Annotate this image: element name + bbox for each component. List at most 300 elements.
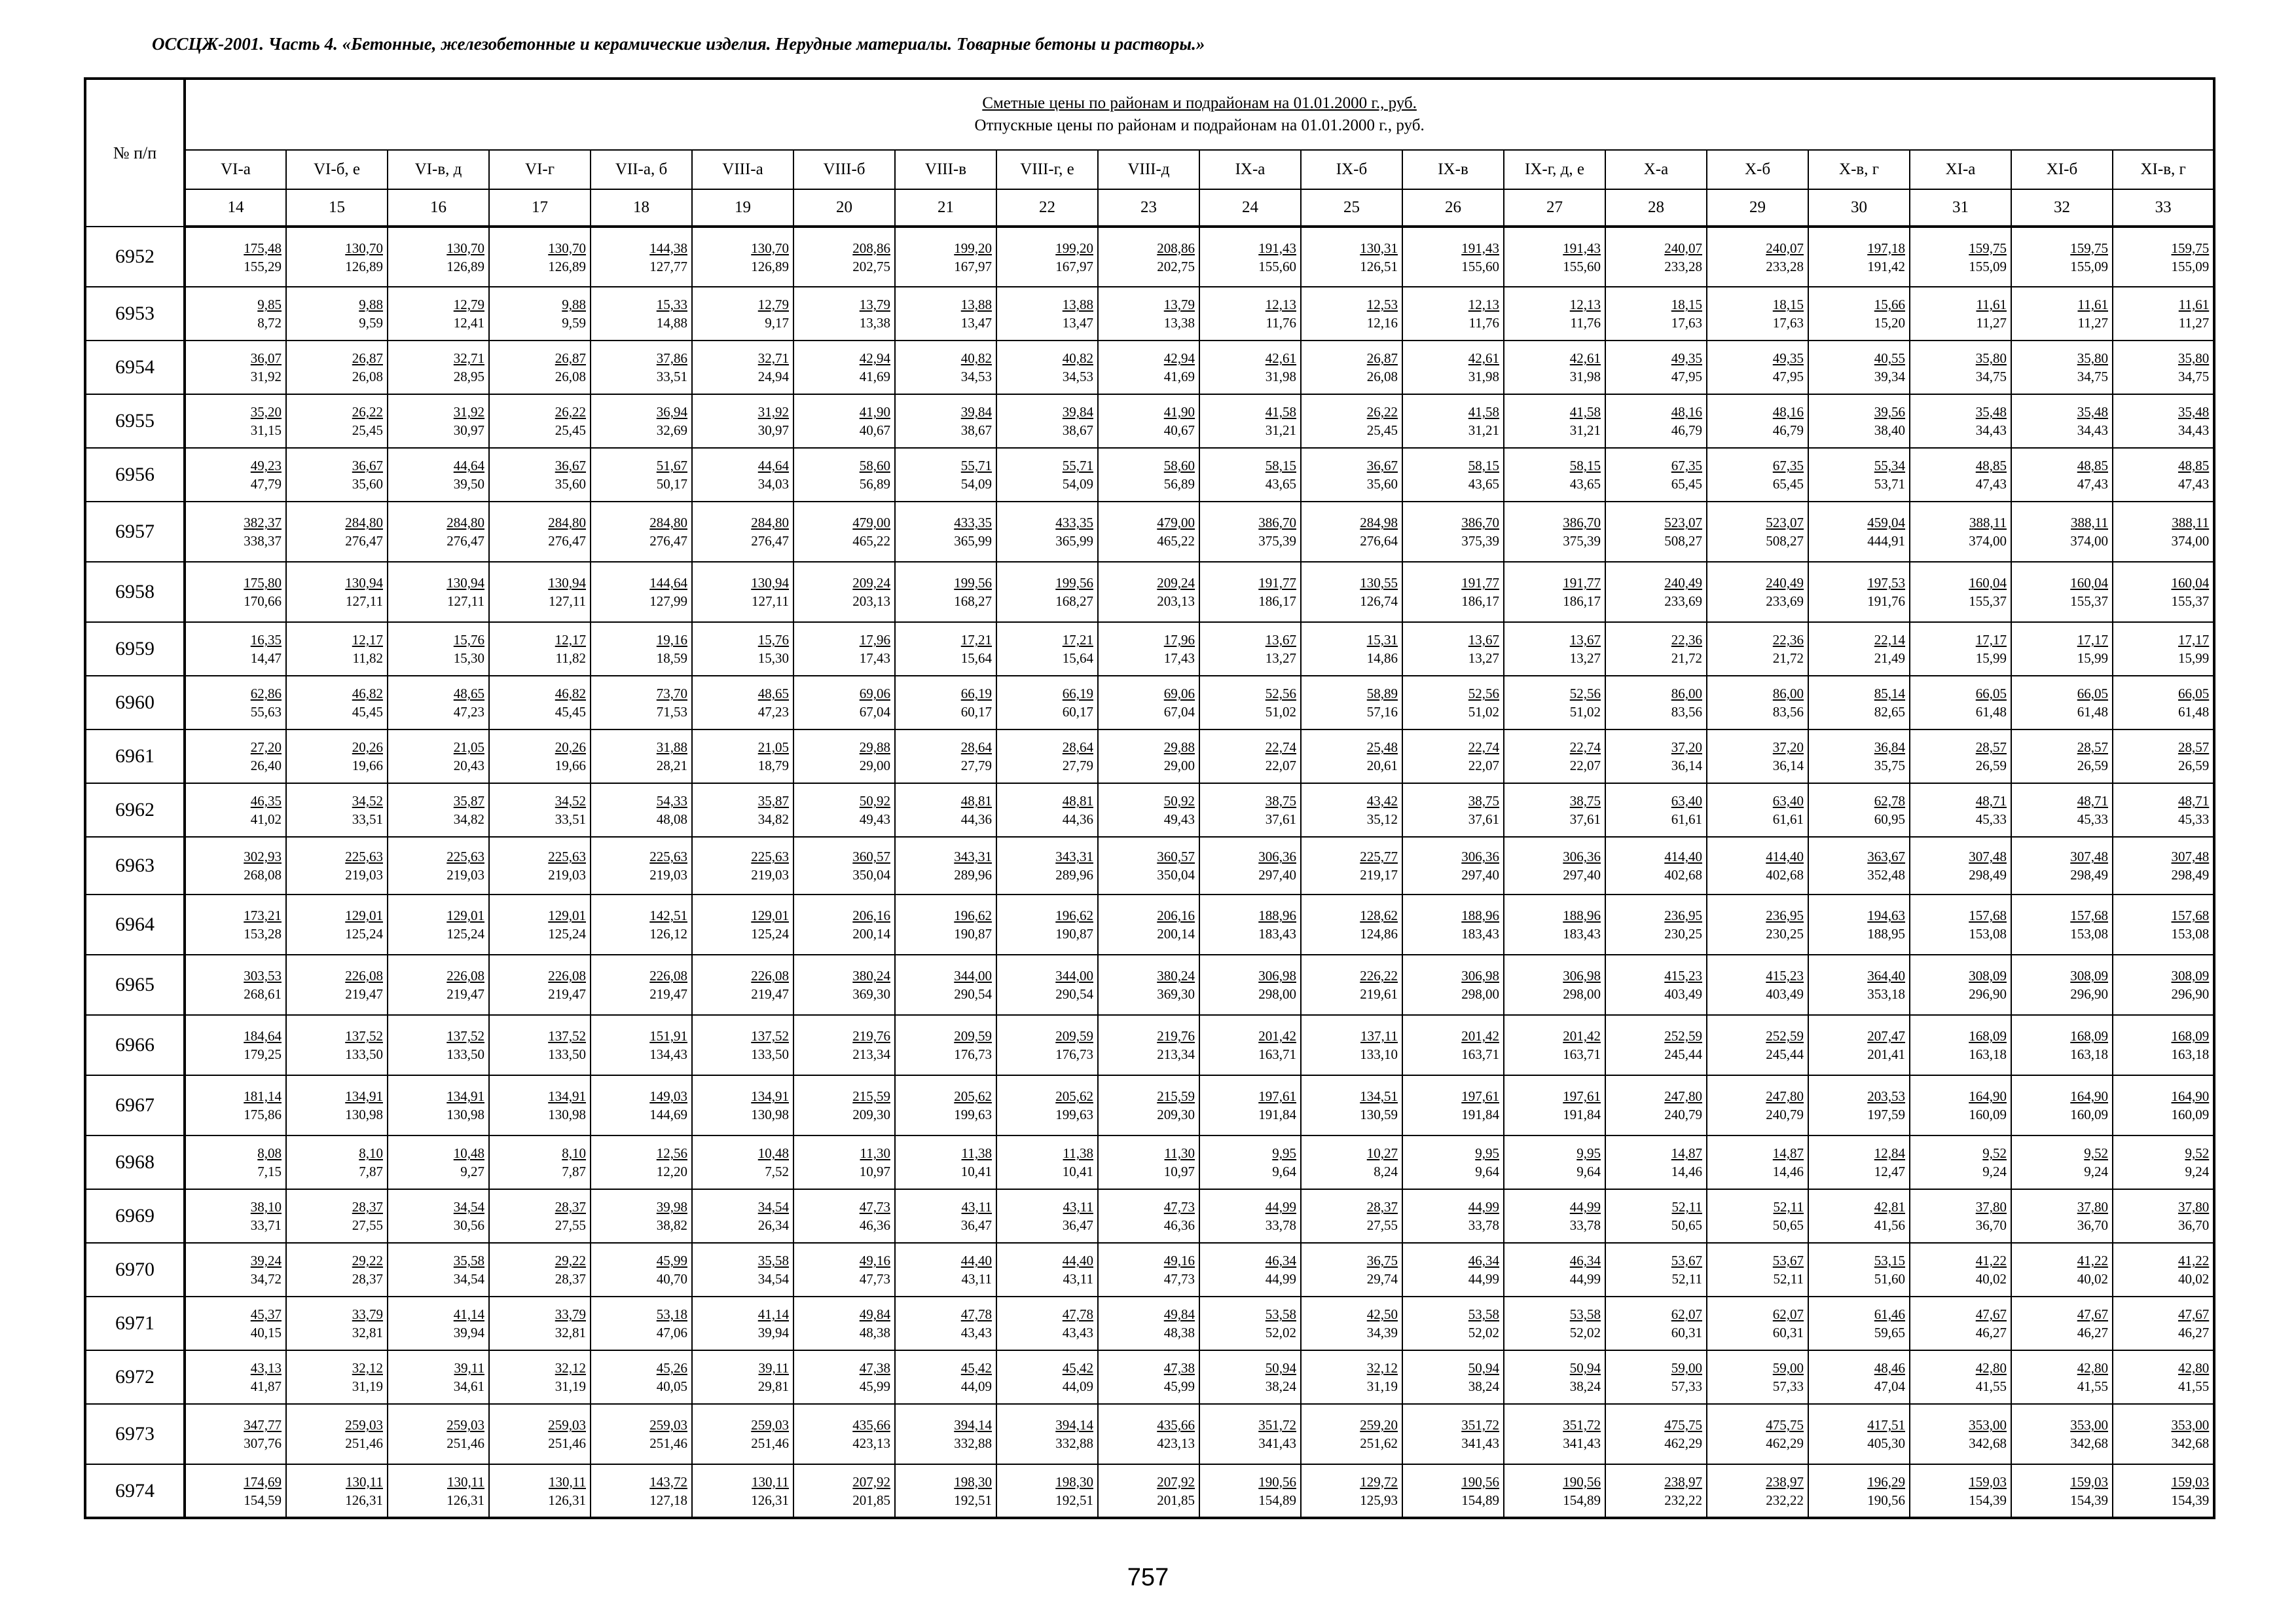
estimated-price: 11,38 <box>1063 1145 1093 1161</box>
release-price: 25,45 <box>555 422 586 438</box>
release-price: 134,43 <box>649 1046 687 1062</box>
release-price: 7,87 <box>562 1164 586 1179</box>
table-row <box>85 1350 2214 1404</box>
release-price: 60,31 <box>1772 1325 1804 1340</box>
estimated-price: 9,95 <box>1272 1145 1296 1161</box>
estimated-price: 44,40 <box>960 1253 992 1268</box>
release-price: 15,64 <box>960 650 992 666</box>
estimated-price: 41,22 <box>2178 1253 2210 1268</box>
estimated-price: 164,90 <box>2070 1088 2108 1104</box>
release-price: 37,61 <box>1569 811 1601 827</box>
price-cell <box>895 394 996 448</box>
release-price: 17,63 <box>1772 315 1804 331</box>
price-cell <box>1605 837 1707 895</box>
estimated-price: 10,48 <box>757 1145 789 1161</box>
price-cell <box>1098 1189 1199 1243</box>
release-price: 374,00 <box>2171 533 2210 549</box>
estimated-price: 130,94 <box>446 575 484 591</box>
price-cell <box>1504 287 1605 341</box>
price-cell <box>2113 783 2214 837</box>
release-price: 154,39 <box>1969 1492 2007 1508</box>
estimated-price: 40,55 <box>1874 350 1905 366</box>
price-cell <box>1808 676 1910 729</box>
estimated-price: 523,07 <box>1766 515 1804 530</box>
price-cell <box>1199 1015 1301 1075</box>
release-price: 125,93 <box>1360 1492 1398 1508</box>
estimated-price: 137,52 <box>446 1028 484 1044</box>
price-cell <box>1504 227 1605 287</box>
price-cell <box>692 1350 793 1404</box>
release-price: 39,94 <box>757 1325 789 1340</box>
price-cell <box>2113 1189 2214 1243</box>
price-cell <box>591 955 692 1015</box>
region-header: IX-в <box>1402 150 1504 189</box>
estimated-price: 15,33 <box>656 297 687 312</box>
release-price: 26,59 <box>2077 758 2108 773</box>
price-cell <box>489 1297 591 1350</box>
price-cell <box>1301 1015 1402 1075</box>
estimated-price: 201,42 <box>1461 1028 1499 1044</box>
release-price: 276,47 <box>345 533 383 549</box>
release-price: 153,08 <box>2070 926 2108 942</box>
estimated-price: 236,95 <box>1664 908 1702 923</box>
release-price: 44,36 <box>1062 811 1093 827</box>
column-number: 27 <box>1504 189 1605 227</box>
price-cell <box>1199 1297 1301 1350</box>
price-cell <box>286 1015 388 1075</box>
price-cell <box>1910 562 2011 622</box>
estimated-price: 45,26 <box>656 1360 687 1376</box>
release-price: 342,68 <box>2171 1435 2210 1451</box>
estimated-price: 226,08 <box>446 968 484 984</box>
price-cell <box>793 1297 895 1350</box>
release-price: 30,97 <box>757 422 789 438</box>
price-cell <box>2011 622 2113 676</box>
price-cell <box>286 1297 388 1350</box>
release-price: 290,54 <box>1055 986 1093 1002</box>
release-price: 31,98 <box>1265 369 1296 384</box>
estimated-price: 39,11 <box>454 1360 484 1376</box>
price-cell <box>1707 448 1808 502</box>
release-price: 154,39 <box>2070 1492 2108 1508</box>
release-price: 17,43 <box>1163 650 1195 666</box>
price-cell <box>1910 1404 2011 1464</box>
column-number: 21 <box>895 189 996 227</box>
estimated-price: 353,00 <box>1969 1417 2007 1433</box>
price-cell <box>692 1464 793 1518</box>
release-price: 192,51 <box>1055 1492 1093 1508</box>
release-price: 219,47 <box>446 986 484 1002</box>
release-price: 34,82 <box>757 811 789 827</box>
estimated-price: 17,17 <box>2077 632 2108 648</box>
price-cell <box>1707 895 1808 955</box>
release-price: 41,56 <box>1874 1217 1905 1233</box>
estimated-price: 52,11 <box>1671 1199 1702 1215</box>
price-cell <box>185 676 286 729</box>
estimated-price: 32,71 <box>453 350 484 366</box>
price-cell <box>2011 1464 2113 1518</box>
release-price: 41,55 <box>1975 1378 2007 1394</box>
estimated-price: 48,81 <box>1062 793 1093 809</box>
price-cell <box>185 1464 286 1518</box>
price-cell <box>996 622 1098 676</box>
estimated-price: 47,73 <box>859 1199 890 1215</box>
row-number: 6962 <box>85 783 185 837</box>
estimated-price: 52,56 <box>1265 686 1296 701</box>
release-price: 9,64 <box>1576 1164 1601 1179</box>
release-price: 130,98 <box>345 1107 383 1122</box>
price-cell <box>1910 622 2011 676</box>
price-cell <box>692 729 793 783</box>
price-cell <box>1808 783 1910 837</box>
price-cell <box>591 783 692 837</box>
release-price: 402,68 <box>1766 867 1804 883</box>
estimated-price: 417,51 <box>1867 1417 1905 1433</box>
release-price: 46,79 <box>1671 422 1702 438</box>
release-price: 27,79 <box>1062 758 1093 773</box>
release-price: 43,65 <box>1569 476 1601 492</box>
estimated-price: 207,47 <box>1867 1028 1905 1044</box>
estimated-price: 49,84 <box>859 1306 890 1322</box>
estimated-price: 240,07 <box>1664 240 1702 256</box>
price-cell <box>286 1404 388 1464</box>
price-cell <box>1098 729 1199 783</box>
estimated-price: 13,79 <box>1163 297 1195 312</box>
release-price: 9,24 <box>2084 1164 2108 1179</box>
price-cell <box>1707 394 1808 448</box>
price-cell <box>388 448 489 502</box>
estimated-price: 53,58 <box>1468 1306 1499 1322</box>
table-row <box>85 1464 2214 1518</box>
estimated-price: 50,92 <box>1163 793 1195 809</box>
release-price: 290,54 <box>954 986 992 1002</box>
release-price: 163,18 <box>2070 1046 2108 1062</box>
release-price: 29,00 <box>859 758 890 773</box>
price-cell <box>1605 783 1707 837</box>
price-cell <box>1199 729 1301 783</box>
estimated-price: 35,80 <box>1975 350 2007 366</box>
estimated-price: 15,76 <box>453 632 484 648</box>
price-cell <box>1301 676 1402 729</box>
estimated-price: 435,66 <box>852 1417 890 1433</box>
estimated-price: 12,53 <box>1366 297 1398 312</box>
estimated-price: 45,99 <box>656 1253 687 1268</box>
price-cell <box>1605 1297 1707 1350</box>
price-cell <box>895 1135 996 1189</box>
estimated-price: 181,14 <box>244 1088 282 1104</box>
estimated-price: 225,63 <box>446 849 484 864</box>
price-cell <box>692 394 793 448</box>
release-price: 125,24 <box>345 926 383 942</box>
estimated-price: 307,48 <box>1969 849 2007 864</box>
price-cell <box>2113 676 2214 729</box>
estimated-price: 46,82 <box>352 686 383 701</box>
price-cell <box>185 1297 286 1350</box>
estimated-price: 67,35 <box>1671 458 1702 473</box>
price-cell <box>591 837 692 895</box>
estimated-price: 45,42 <box>960 1360 992 1376</box>
estimated-price: 35,48 <box>2178 404 2210 420</box>
release-price: 36,14 <box>1772 758 1804 773</box>
estimated-price: 130,70 <box>751 240 789 256</box>
release-price: 39,94 <box>453 1325 484 1340</box>
release-price: 13,47 <box>1062 315 1093 331</box>
release-price: 38,67 <box>960 422 992 438</box>
estimated-price: 17,21 <box>960 632 992 648</box>
release-price: 20,61 <box>1366 758 1398 773</box>
release-price: 40,15 <box>250 1325 282 1340</box>
price-cell <box>1910 783 2011 837</box>
column-number: 14 <box>185 189 286 227</box>
price-cell <box>793 227 895 287</box>
column-number: 26 <box>1402 189 1504 227</box>
release-price: 268,08 <box>244 867 282 883</box>
price-cell <box>591 676 692 729</box>
release-price: 37,61 <box>1468 811 1499 827</box>
release-prices-title: Отпускные цены по районам и подрайонам на 01.01.2000 г., руб. <box>974 117 1425 134</box>
release-price: 36,70 <box>2077 1217 2108 1233</box>
price-cell <box>1808 1404 1910 1464</box>
price-cell <box>1910 955 2011 1015</box>
estimated-price: 173,21 <box>244 908 282 923</box>
estimated-price: 238,97 <box>1664 1473 1702 1490</box>
price-cell <box>1808 729 1910 783</box>
release-price: 289,96 <box>1055 867 1093 883</box>
estimated-price: 17,17 <box>2178 632 2210 648</box>
release-price: 45,45 <box>555 704 586 720</box>
release-price: 31,19 <box>352 1378 383 1394</box>
release-price: 9,59 <box>562 315 586 331</box>
estimated-price: 380,24 <box>1157 968 1195 984</box>
price-cell <box>1707 783 1808 837</box>
release-price: 30,56 <box>453 1217 484 1233</box>
release-price: 233,28 <box>1664 258 1702 274</box>
price-cell <box>185 502 286 562</box>
release-price: 297,40 <box>1563 867 1601 883</box>
release-price: 52,02 <box>1468 1325 1499 1340</box>
price-cell <box>489 1135 591 1189</box>
release-price: 133,10 <box>1360 1046 1398 1062</box>
estimated-price: 42,61 <box>1265 350 1296 366</box>
release-price: 11,76 <box>1468 315 1499 331</box>
price-cell <box>489 227 591 287</box>
release-price: 10,97 <box>1163 1164 1195 1179</box>
price-cell <box>489 1243 591 1297</box>
release-price: 15,99 <box>2077 650 2108 666</box>
price-cell <box>1301 729 1402 783</box>
price-cell <box>895 448 996 502</box>
price-cell <box>1910 837 2011 895</box>
price-cell <box>1605 895 1707 955</box>
price-cell <box>388 955 489 1015</box>
release-price: 48,38 <box>859 1325 890 1340</box>
price-cell <box>2113 227 2214 287</box>
price-cell <box>185 1350 286 1404</box>
release-price: 465,22 <box>1157 533 1195 549</box>
price-cell <box>895 227 996 287</box>
price-cell <box>996 837 1098 895</box>
release-price: 47,06 <box>656 1325 687 1340</box>
price-cell <box>1707 1350 1808 1404</box>
estimated-price: 130,70 <box>446 240 484 256</box>
price-cell <box>793 895 895 955</box>
estimated-price: 18,15 <box>1671 297 1702 312</box>
release-price: 9,24 <box>2185 1164 2210 1179</box>
release-price: 12,47 <box>1874 1164 1905 1179</box>
price-cell <box>1808 955 1910 1015</box>
price-cell <box>1402 1404 1504 1464</box>
price-cell <box>1504 895 1605 955</box>
estimated-price: 50,94 <box>1265 1360 1296 1376</box>
release-price: 38,24 <box>1468 1378 1499 1394</box>
estimated-price: 168,09 <box>1969 1028 2007 1044</box>
release-price: 186,17 <box>1258 593 1296 609</box>
release-price: 83,56 <box>1772 704 1804 720</box>
table-row <box>85 1297 2214 1350</box>
price-cell <box>1910 287 2011 341</box>
release-price: 29,81 <box>757 1378 789 1394</box>
price-cell <box>1504 1015 1605 1075</box>
price-cell <box>1098 502 1199 562</box>
region-header: XI-б <box>2011 150 2113 189</box>
release-price: 251,46 <box>345 1435 383 1451</box>
price-cell <box>996 562 1098 622</box>
table-row <box>85 895 2214 955</box>
estimated-price: 39,11 <box>758 1360 789 1376</box>
estimated-price: 8,10 <box>359 1145 383 1161</box>
estimated-price: 259,03 <box>751 1417 789 1433</box>
table-row <box>85 341 2214 394</box>
row-number: 6958 <box>85 562 185 622</box>
release-price: 126,12 <box>649 926 687 942</box>
price-cell <box>1808 1135 1910 1189</box>
release-price: 332,88 <box>1055 1435 1093 1451</box>
table-row <box>85 562 2214 622</box>
release-price: 51,02 <box>1569 704 1601 720</box>
price-cell <box>1605 1189 1707 1243</box>
release-price: 21,72 <box>1671 650 1702 666</box>
price-cell <box>2113 502 2214 562</box>
estimated-price: 259,03 <box>548 1417 586 1433</box>
estimated-price: 435,66 <box>1157 1417 1195 1433</box>
release-price: 36,47 <box>960 1217 992 1233</box>
estimated-price: 414,40 <box>1664 849 1702 864</box>
estimated-price: 225,63 <box>751 849 789 864</box>
price-cell <box>388 622 489 676</box>
price-cell <box>1301 1243 1402 1297</box>
estimated-price: 160,04 <box>1969 575 2007 591</box>
price-cell <box>185 837 286 895</box>
estimated-price: 191,43 <box>1258 240 1296 256</box>
price-cell <box>489 562 591 622</box>
price-cell <box>1301 1135 1402 1189</box>
estimated-price: 46,34 <box>1468 1253 1499 1268</box>
release-price: 50,65 <box>1772 1217 1804 1233</box>
release-price: 130,98 <box>548 1107 586 1122</box>
release-price: 465,22 <box>852 533 890 549</box>
release-price: 130,59 <box>1360 1107 1398 1122</box>
estimated-price: 43,11 <box>961 1199 992 1215</box>
estimated-price: 175,80 <box>244 575 282 591</box>
estimated-price: 29,88 <box>859 739 890 755</box>
estimated-price: 197,18 <box>1867 240 1905 256</box>
price-cell <box>996 287 1098 341</box>
estimated-price: 62,78 <box>1874 793 1905 809</box>
release-price: 34,75 <box>1975 369 2007 384</box>
price-cell <box>793 448 895 502</box>
price-cell <box>692 1135 793 1189</box>
price-cell <box>1504 502 1605 562</box>
region-header: VIII-г, е <box>996 150 1098 189</box>
price-cell <box>185 1135 286 1189</box>
release-price: 34,82 <box>453 811 484 827</box>
release-price: 199,63 <box>954 1107 992 1122</box>
estimated-price: 12,79 <box>453 297 484 312</box>
price-cell <box>1707 955 1808 1015</box>
release-price: 57,33 <box>1772 1378 1804 1394</box>
price-cell <box>1098 287 1199 341</box>
table-title <box>185 79 2214 150</box>
estimated-price: 29,88 <box>1163 739 1195 755</box>
release-price: 31,98 <box>1569 369 1601 384</box>
price-cell <box>1504 955 1605 1015</box>
release-price: 163,71 <box>1563 1046 1601 1062</box>
price-cell <box>1605 287 1707 341</box>
release-price: 130,98 <box>446 1107 484 1122</box>
price-cell <box>591 1464 692 1518</box>
release-price: 35,60 <box>352 476 383 492</box>
price-cell <box>1402 1015 1504 1075</box>
estimated-price: 42,94 <box>1163 350 1195 366</box>
price-cell <box>591 287 692 341</box>
release-price: 10,97 <box>859 1164 890 1179</box>
estimated-price: 58,89 <box>1366 686 1398 701</box>
release-price: 14,46 <box>1772 1164 1804 1179</box>
release-price: 83,56 <box>1671 704 1702 720</box>
estimated-price: 159,75 <box>2171 240 2210 256</box>
estimated-price: 188,96 <box>1563 908 1601 923</box>
region-header: VIII-в <box>895 150 996 189</box>
price-cell <box>489 287 591 341</box>
estimated-price: 28,57 <box>2178 739 2210 755</box>
estimated-price: 15,66 <box>1874 297 1905 312</box>
price-cell <box>1402 1189 1504 1243</box>
price-cell <box>286 837 388 895</box>
price-cell <box>895 1189 996 1243</box>
price-cell <box>591 1135 692 1189</box>
release-price: 9,24 <box>1982 1164 2007 1179</box>
price-cell <box>996 227 1098 287</box>
release-price: 41,69 <box>859 369 890 384</box>
release-price: 26,59 <box>1975 758 2007 773</box>
estimated-prices-title: Сметные цены по районам и подрайонам на 01.01.2000 г., руб. <box>982 94 1417 112</box>
release-price: 47,73 <box>1163 1271 1195 1287</box>
price-cell <box>286 676 388 729</box>
estimated-price: 12,13 <box>1468 297 1499 312</box>
release-price: 47,95 <box>1671 369 1702 384</box>
column-number: 20 <box>793 189 895 227</box>
release-price: 56,89 <box>859 476 890 492</box>
price-cell <box>1199 1135 1301 1189</box>
price-cell <box>996 1015 1098 1075</box>
estimated-price: 388,11 <box>2172 515 2210 530</box>
release-price: 34,72 <box>250 1271 282 1287</box>
estimated-price: 43,11 <box>1063 1199 1093 1215</box>
price-cell <box>388 783 489 837</box>
estimated-price: 9,88 <box>562 297 586 312</box>
row-number: 6970 <box>85 1243 185 1297</box>
release-price: 47,95 <box>1772 369 1804 384</box>
